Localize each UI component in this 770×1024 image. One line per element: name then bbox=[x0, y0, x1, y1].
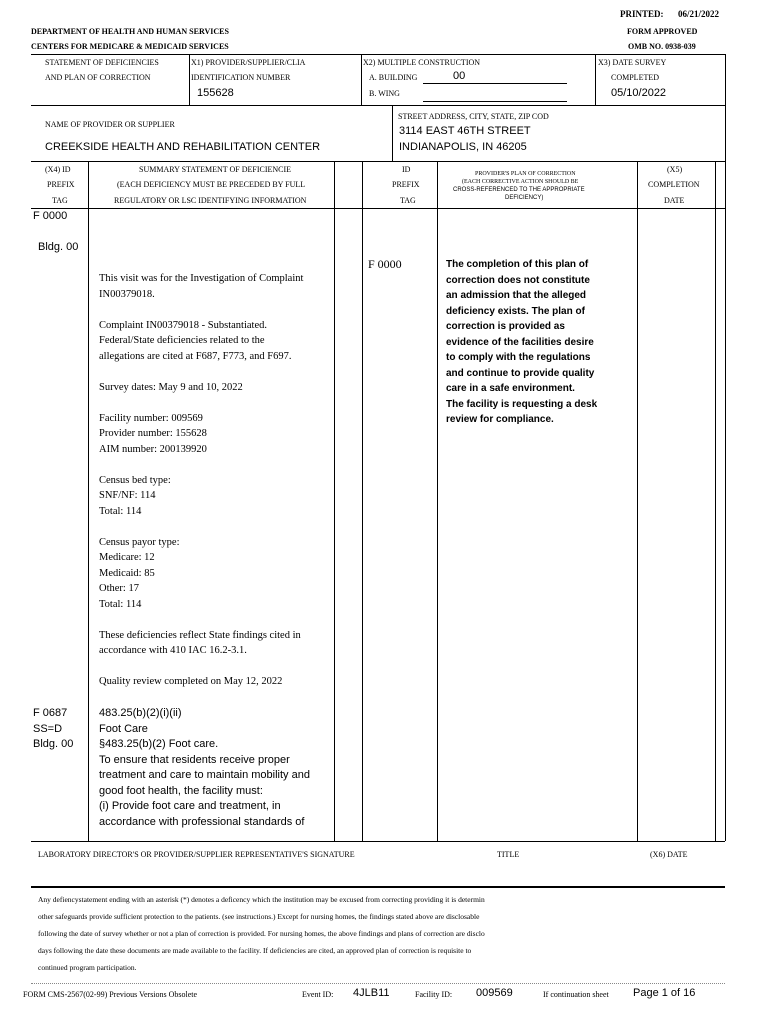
divider bbox=[595, 54, 596, 105]
form-approved: FORM APPROVED bbox=[627, 27, 698, 36]
plan-header: PROVIDER'S PLAN OF CORRECTION bbox=[475, 171, 576, 177]
x4-header-3: TAG bbox=[52, 196, 68, 205]
printed-date: 06/21/2022 bbox=[678, 9, 720, 19]
tag-f0687: F 0687 SS=D Bldg. 00 bbox=[33, 707, 74, 750]
f0687-statement: 483.25(b)(2)(i)(ii) Foot Care §483.25(b)(2) Foot care. To ensure that residents receive proper treatment and care to maintain mobility and good foot health, the facility must: (i) Provide foot care and treatment, in accordance with professional standards of bbox=[99, 707, 310, 828]
provider-number: 155628 bbox=[197, 87, 234, 99]
address-line-2: INDIANAPOLIS, IN 46205 bbox=[399, 141, 527, 153]
address-label: STREET ADDRESS, CITY, STATE, ZIP COD bbox=[398, 112, 549, 121]
construction-label: X2) MULTIPLE CONSTRUCTION bbox=[363, 58, 481, 67]
x5-header-3: DATE bbox=[664, 196, 685, 205]
disclaimer-text: Any defiencystatement ending with an asterisk (*) denotes a deficency which the institution may be excused from correcting providing it is determin other safeguards provide sufficient protection to the patients. (see instructions.) Except for nursing homes, the findings stated above are disclosable following the date of survey whether or not a plan of correction is provided. For nursing homes, the above findings and plans of correction are disclo days following the date these documents are made available to the facility. If deficiencies are cited, an approved plan of correction is requisite to continued program participation. bbox=[38, 895, 485, 972]
omb-number: OMB NO. 0938-039 bbox=[628, 42, 696, 51]
building-label: A. BUILDING bbox=[369, 73, 418, 82]
date-survey-value: 05/10/2022 bbox=[611, 87, 667, 99]
column-divider bbox=[637, 161, 638, 841]
bldg-label: Bldg. 00 bbox=[38, 241, 79, 253]
right-tag-f0000: F 0000 bbox=[368, 257, 402, 271]
tag-f0000: F 0000 bbox=[33, 210, 68, 222]
column-divider bbox=[715, 161, 716, 841]
id-header-3: TAG bbox=[400, 196, 416, 205]
page-number: Page 1 of 16 bbox=[633, 987, 696, 999]
provider-id-label-2: IDENTIFICATION NUMBER bbox=[191, 73, 291, 82]
x4-header-2: PREFIX bbox=[47, 180, 75, 189]
summary-header: SUMMARY STATEMENT OF DEFICIENCIE bbox=[139, 165, 292, 174]
facility-id-label: Facility ID: bbox=[415, 990, 453, 999]
signature-bottom-border bbox=[31, 886, 725, 888]
statement-label-2: AND PLAN OF CORRECTION bbox=[45, 73, 151, 82]
continuation-label: If continuation sheet bbox=[543, 990, 609, 999]
column-divider bbox=[88, 161, 89, 841]
facility-id-value: 009569 bbox=[476, 987, 513, 999]
column-divider bbox=[334, 161, 335, 841]
divider bbox=[361, 54, 362, 105]
plan-header-2: (EACH CORRECTIVE ACTION SHOULD BE bbox=[462, 179, 579, 185]
x5-header-2: COMPLETION bbox=[648, 180, 700, 189]
summary-statement: This visit was for the Investigation of Complaint IN00379018. Complaint IN00379018 - Substantiated. Federal/State deficiencies related to the allegations are cited at F687, F773, and F697. Survey dates: May 9 and 10, 2022 Facility number: 009569 Provider number: 155628 AIM number: 200139920 Census bed type: SNF/NF: 114 Total: 114 Census payor type: Medicare: 12 Medicaid: 85 Other: 17 Total: 114 These deficiencies reflect State findings cited in accordance with 410 IAC 16.2-3.1. Quality review completed on May 12, 2022 bbox=[99, 273, 304, 687]
title-label: TITLE bbox=[497, 850, 520, 859]
column-divider bbox=[437, 161, 438, 841]
divider bbox=[392, 105, 393, 161]
printed-label: PRINTED: bbox=[620, 9, 664, 19]
statement-label: STATEMENT OF DEFICIENCIES bbox=[45, 58, 159, 67]
summary-header-3: REGULATORY OR LSC IDENTIFYING INFORMATION bbox=[114, 196, 307, 205]
header-bottom-border bbox=[31, 208, 725, 209]
building-value: 00 bbox=[453, 70, 466, 82]
divider bbox=[31, 105, 725, 106]
address-line-1: 3114 EAST 46TH STREET bbox=[399, 125, 531, 137]
date-survey-label-2: COMPLETED bbox=[611, 73, 659, 82]
wing-underline bbox=[423, 101, 567, 102]
provider-name-label: NAME OF PROVIDER OR SUPPLIER bbox=[45, 120, 175, 129]
top-table-border bbox=[31, 54, 725, 55]
date-survey-label: X3) DATE SURVEY bbox=[598, 58, 667, 67]
provider-id-label: X1) PROVIDER/SUPPLIER/CLIA bbox=[191, 58, 306, 67]
date-label: (X6) DATE bbox=[650, 850, 688, 859]
director-signature-label: LABORATORY DIRECTOR'S OR PROVIDER/SUPPLIER REPRESENTATIVE'S SIGNATURE bbox=[38, 850, 355, 859]
event-id-value: 4JLB11 bbox=[353, 987, 390, 999]
summary-header-2: (EACH DEFICIENCY MUST BE PRECEDED BY FULL bbox=[117, 180, 306, 189]
id-header: ID bbox=[402, 165, 411, 174]
event-id-label: Event ID: bbox=[302, 990, 334, 999]
wing-label: B. WING bbox=[369, 89, 400, 98]
department-title: DEPARTMENT OF HEALTH AND HUMAN SERVICES bbox=[31, 27, 229, 36]
plan-header-3: CROSS-REFERENCED TO THE APPROPRIATE bbox=[453, 187, 585, 193]
column-divider bbox=[362, 161, 363, 841]
building-underline bbox=[423, 83, 567, 84]
id-header-2: PREFIX bbox=[392, 180, 420, 189]
x4-header: (X4) ID bbox=[45, 165, 71, 174]
footer-divider bbox=[31, 983, 725, 984]
provider-name: CREEKSIDE HEALTH AND REHABILITATION CENTER bbox=[45, 141, 321, 153]
centers-title: CENTERS FOR MEDICARE & MEDICAID SERVICES bbox=[31, 42, 229, 51]
plan-of-correction: The completion of this plan of correction does not constitute an admission that the alleged deficiency exists. The plan of correction is provided as evidence of the facilities desire to comply with the regulations and continue to provide quality care in a safe environment. The facility is requesting a desk review for compliance. bbox=[446, 259, 598, 425]
x5-header: (X5) bbox=[667, 165, 683, 174]
divider bbox=[31, 161, 725, 162]
signature-top-border bbox=[31, 841, 725, 842]
right-border bbox=[725, 54, 726, 841]
plan-header-4: DEFICIENCY) bbox=[505, 195, 544, 201]
divider bbox=[189, 54, 190, 105]
form-id: FORM CMS-2567(02-99) Previous Versions Obsolete bbox=[23, 990, 198, 999]
